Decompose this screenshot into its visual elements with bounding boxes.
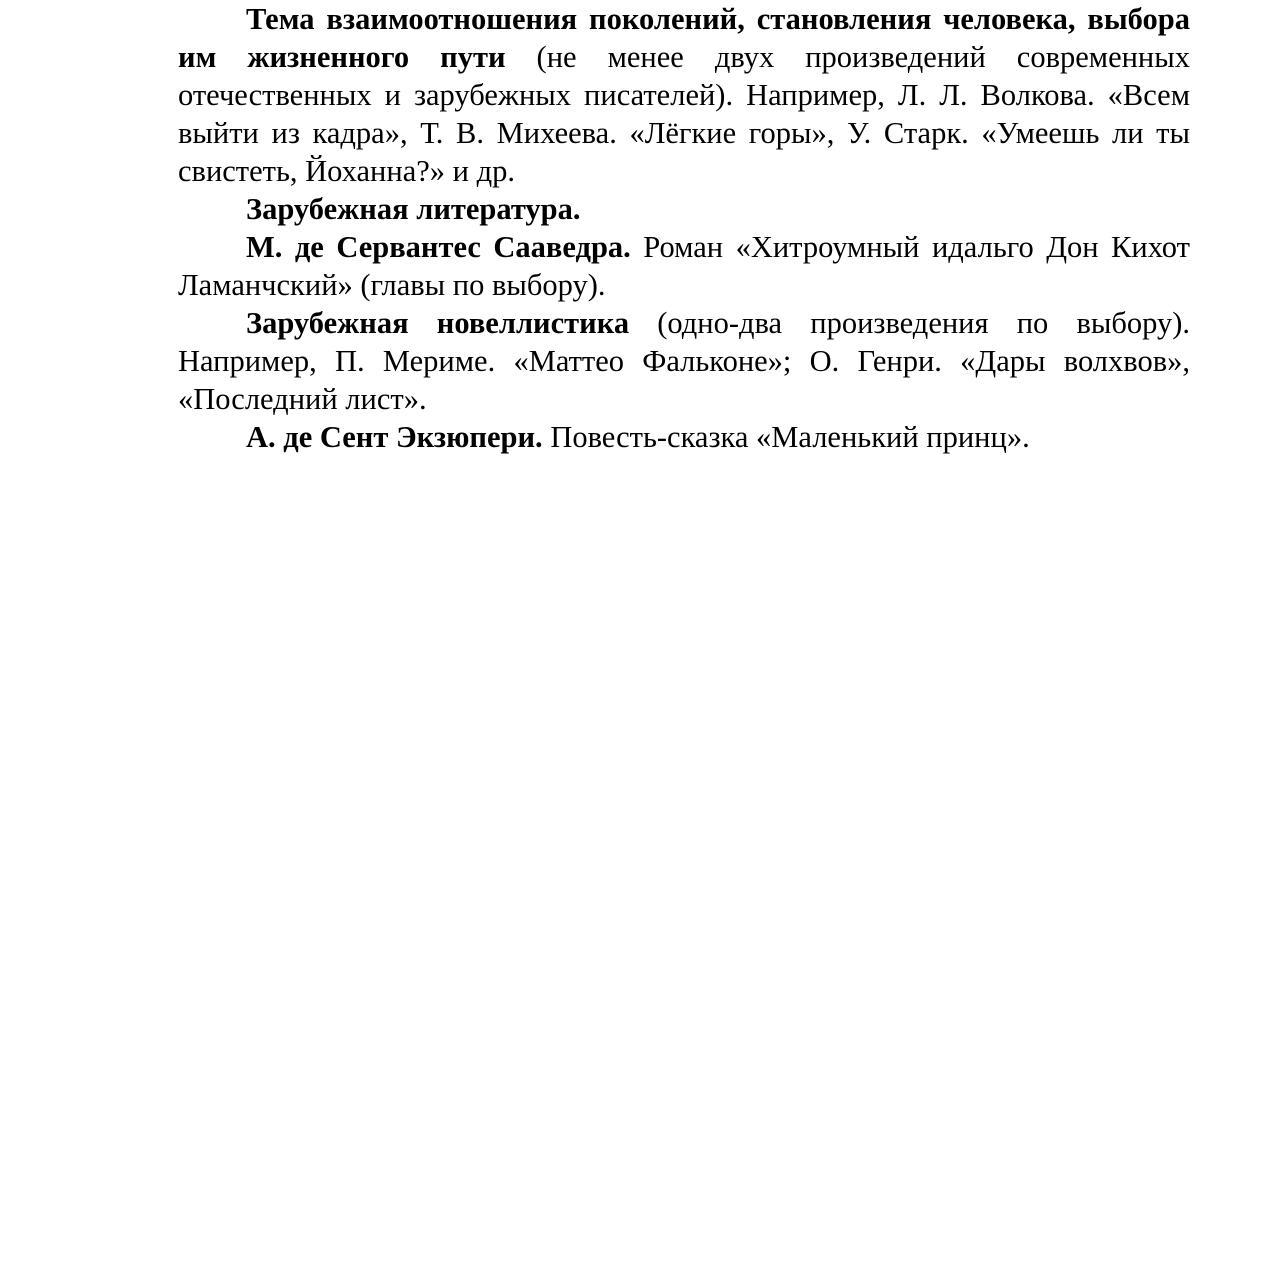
paragraph-bold-lead: А. де Сент Экзюпери.	[246, 420, 543, 454]
paragraph-bold-lead: Зарубежная литература.	[246, 192, 581, 226]
paragraph-body: Повесть-сказка «Маленький принц».	[542, 420, 1030, 454]
paragraph-body: Роман «Хитроумный идальго Дон Кихот Ламанчский» (главы по выбору).	[178, 230, 1190, 302]
paragraph-body: (не менее двух произведений современных отечественных и зарубежных писателей). Например, Л. Л. Волкова. «Всем выйти из кадра», Т. В. Михеева. «Лёгкие горы», У. Старк. «Умеешь ли ты свистеть, Йоханна?» и др.	[178, 40, 1190, 188]
paragraph-bold-lead: Зарубежная новеллистика	[246, 306, 630, 340]
paragraph-foreign-short-fiction	[178, 304, 1190, 418]
paragraph-bold-lead: М. де Сервантес Сааведра.	[246, 230, 631, 264]
paragraph-bold-lead: Тема взаимоотношения поколений, становления человека, выбора им жизненного пути	[178, 2, 1190, 74]
paragraph-generations-theme	[178, 0, 1190, 190]
paragraph-body: (одно-два произведения по выбору). Например, П. Мериме. «Маттео Фальконе»; О. Генри. «Дары волхвов», «Последний лист».	[178, 306, 1190, 416]
paragraph-foreign-literature-heading	[178, 190, 1190, 228]
paragraph-saint-exupery	[178, 418, 1190, 456]
paragraph-cervantes	[178, 228, 1190, 304]
text-column	[178, 0, 1190, 456]
